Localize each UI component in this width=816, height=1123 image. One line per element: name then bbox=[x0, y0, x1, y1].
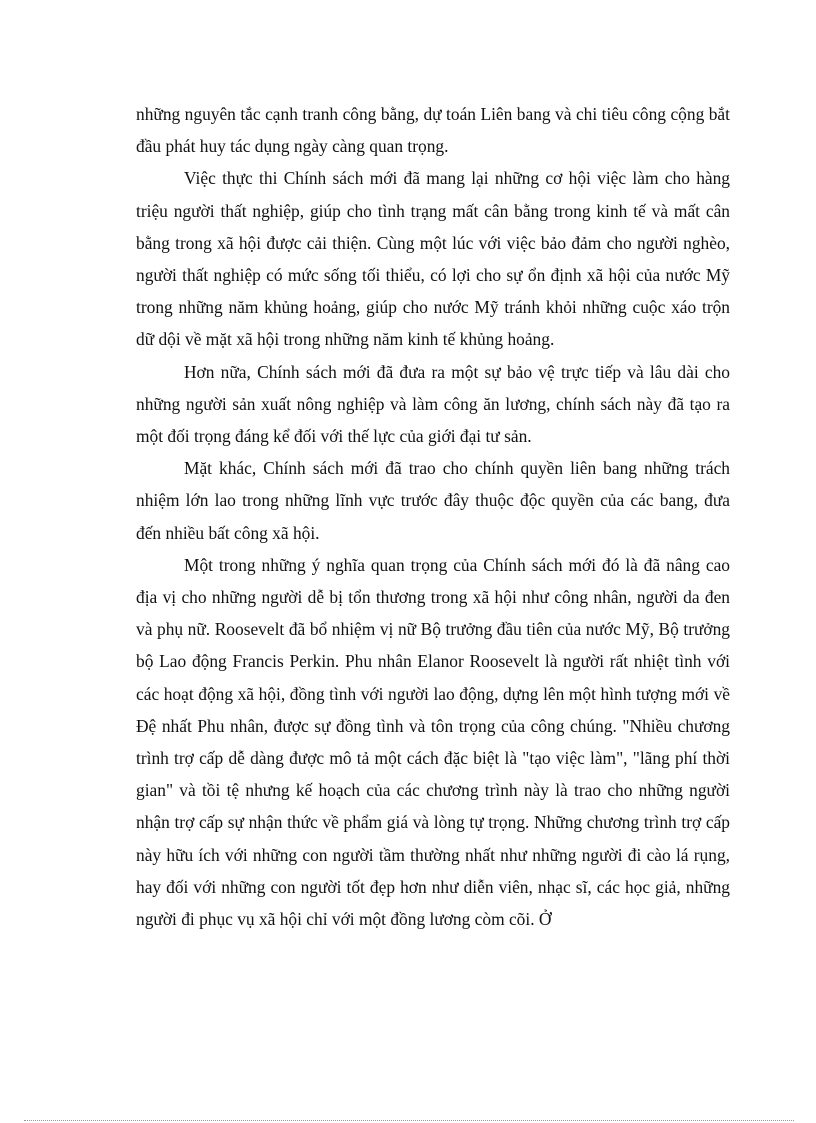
paragraph-continuation: những nguyên tắc cạnh tranh công bằng, dự toán Liên bang và chi tiêu công cộng bắt đầu phát huy tác dụng ngày càng quan trọng. bbox=[136, 104, 730, 157]
paragraph-vulnerable-groups: Một trong những ý nghĩa quan trọng của Chính sách mới đó là đã nâng cao địa vị cho những người dễ bị tổn thương trong xã hội như công nhân, người da đen và phụ nữ. Roosevelt đã bổ nhiệm vị nữ Bộ trưởng đầu tiên của nước Mỹ, Bộ trưởng bộ Lao động Francis Perkin. Phu nhân Elanor Roosevelt là người rất nhiệt tình với các hoạt động xã hội, đồng tình với người lao động, dựng lên một hình tượng mới về Đệ nhất Phu nhân, được sự đồng tình và tôn trọng của công chúng. "Nhiều chương trình trợ cấp dễ dàng được mô tả một cách đặc biệt là "tạo việc làm", "lãng phí thời gian" và tồi tệ nhưng kế hoạch của các chương trình này là trao cho những người nhận trợ cấp sự nhận thức về phẩm giá và lòng tự trọng. Những chương trình trợ cấp này hữu ích với những con người tầm thường nhất như những người đi cào lá rụng, hay đối với những con người tốt đẹp hơn như diễn viên, nhạc sĩ, các học giả, những người đi phục vụ xã hội chỉ với một đồng lương còm cõi. Ở bbox=[136, 554, 730, 930]
body-text bbox=[136, 98, 730, 935]
paragraph-new-deal-employment: Việc thực thi Chính sách mới đã mang lại những cơ hội việc làm cho hàng triệu người thất nghiệp, giúp cho tình trạng mất cân bằng trong kinh tế và mất cân bằng trong xã hội được cải thiện. Cùng một lúc với việc bảo đảm cho người nghèo, người thất nghiệp có mức sống tối thiểu, có lợi cho sự ổn định xã hội của nước Mỹ trong những năm khủng hoảng, giúp cho nước Mỹ tránh khỏi những cuộc xáo trộn dữ dội về mặt xã hội trong những năm kinh tế khủng hoảng. bbox=[136, 168, 730, 350]
footer-dotted-rule bbox=[24, 1120, 794, 1121]
paragraph-federal-responsibility: Mặt khác, Chính sách mới đã trao cho chính quyền liên bang những trách nhiệm lớn lao trong những lĩnh vực trước đây thuộc độc quyền của các bang, đưa đến nhiều bất công xã hội. bbox=[136, 458, 730, 543]
paragraph-protection: Hơn nữa, Chính sách mới đã đưa ra một sự bảo vệ trực tiếp và lâu dài cho những người sản xuất nông nghiệp và làm công ăn lương, chính sách này đã tạo ra một đối trọng đáng kể đối với thế lực của giới đại tư sản. bbox=[136, 361, 730, 447]
